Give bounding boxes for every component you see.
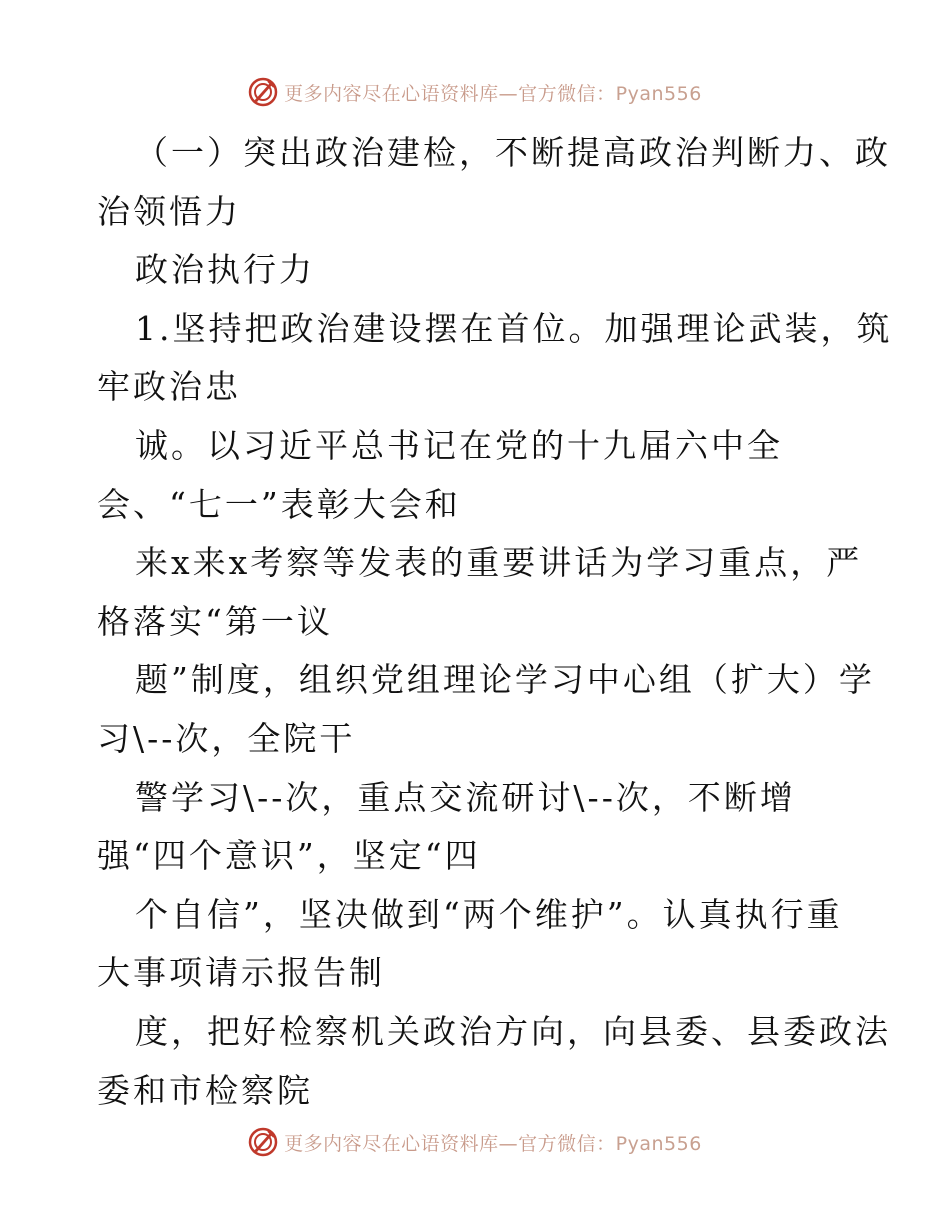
text-line: 警学习\--次，重点交流研讨\--次，不断增 [135,777,796,817]
watermark-text: 更多内容尽在心语资料库—官方微信：Pyan556 [284,82,702,105]
text-line: 习\--次，全院干 [97,718,356,758]
text-line: 强“四个意识”，坚定“四 [97,836,481,876]
watermark-text: 更多内容尽在心语资料库—官方微信：Pyan556 [284,1132,702,1155]
text-line: 格落实“第一议 [97,601,333,641]
text-line: （一）突出政治建检，不断提高政治判断力、政 [135,133,891,172]
text-line: 政治执行力 [135,250,315,290]
text-line: 委和市检察院 [97,1070,313,1110]
text-line: 大事项请示报告制 [97,953,385,993]
text-line: 1.坚持把政治建设摆在首位。加强理论武装，筑 [135,308,893,348]
text-line: 个自信”，坚决做到“两个维护”。认真执行重 [135,894,843,934]
quill-logo-icon [248,77,278,107]
footer-watermark [0,1122,950,1162]
text-line: 治领悟力 [97,191,241,231]
header-watermark [0,72,950,112]
text-line: 牢政治忠 [97,367,241,407]
text-line: 题”制度，组织党组理论学习中心组（扩大）学 [135,660,875,700]
text-line: 会、“七一”表彰大会和 [97,484,461,524]
document-body [97,124,893,1120]
quill-logo-icon [248,1127,278,1157]
text-line: 诚。以习近平总书记在党的十九届六中全 [135,425,783,465]
text-line: 来x来x考察等发表的重要讲话为学习重点，严 [135,543,863,583]
text-line: 度，把好检察机关政治方向，向县委、县委政法 [135,1011,891,1051]
